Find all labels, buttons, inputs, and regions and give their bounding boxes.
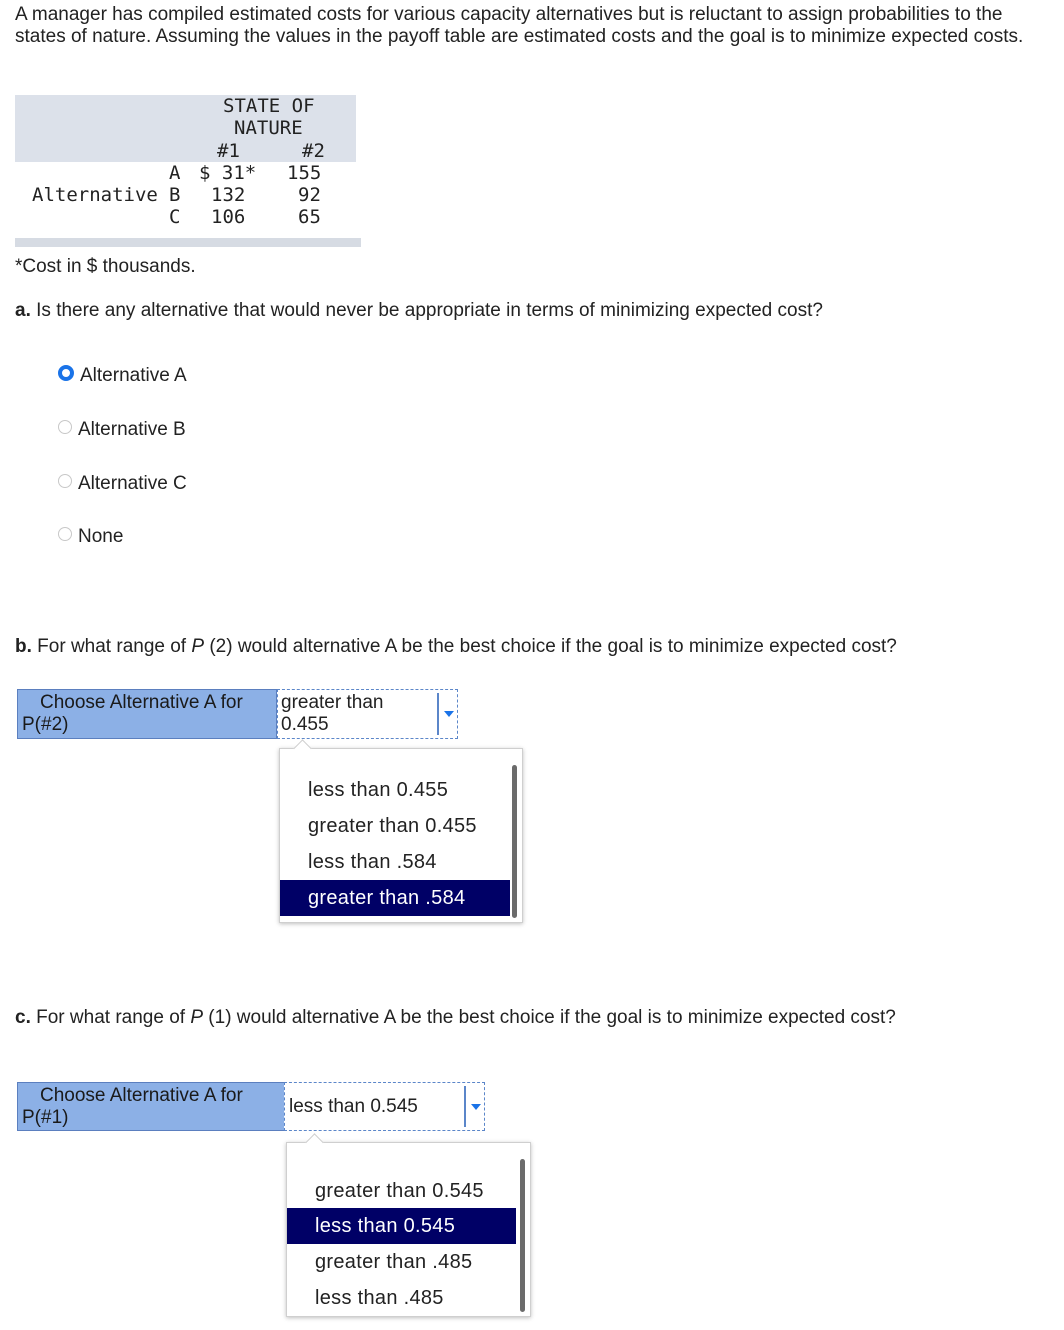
- question-b: [15, 636, 897, 658]
- table-bottom-rule: [15, 238, 361, 247]
- radio-label: Alternative C: [78, 473, 187, 494]
- table-cell: $ 31*: [199, 162, 257, 184]
- dropdown-scrollbar[interactable]: [512, 765, 517, 918]
- table-cell: 132: [211, 184, 246, 206]
- dropdown-scrollbar[interactable]: [520, 1159, 525, 1312]
- problem-statement: A manager has compiled estimated costs for various capacity alternatives but is reluctant to assign probabilities to the states of nature. Assuming the values in the payoff table are estimated costs and the goal is to minimize expected costs.: [15, 4, 1024, 47]
- chevron-down-icon[interactable]: [464, 1086, 482, 1127]
- radio-label: None: [78, 526, 124, 547]
- radio-option-b[interactable]: [58, 418, 186, 442]
- question-c: [15, 1007, 896, 1029]
- radio-option-none[interactable]: [58, 525, 123, 549]
- choose-label-b-line1: Choose Alternative A for: [40, 692, 243, 713]
- question-a-prefix: a.: [15, 300, 31, 321]
- radio-option-c[interactable]: [58, 472, 187, 496]
- footnote: *Cost in $ thousands.: [15, 256, 196, 277]
- chevron-down-icon[interactable]: [437, 693, 455, 735]
- table-cell: 106: [211, 206, 246, 228]
- question-b-text-2: (2) would alternative A be the best choice if the goal is to minimize expected cost?: [204, 636, 897, 657]
- table-cell: 92: [298, 184, 321, 206]
- table-cell: 65: [298, 206, 321, 228]
- choose-label-b: [17, 689, 277, 739]
- table-header-state: STATE OF: [223, 95, 315, 117]
- radio-label: Alternative A: [80, 365, 187, 386]
- choose-label-c: [17, 1082, 285, 1131]
- dropdown-option[interactable]: greater than .485: [315, 1251, 473, 1273]
- question-c-prefix: c.: [15, 1007, 31, 1028]
- radio-option-a[interactable]: [58, 364, 187, 388]
- table-cell: 155: [287, 162, 322, 184]
- choose-label-c-line1: Choose Alternative A for: [40, 1085, 243, 1106]
- radio-empty-icon[interactable]: [58, 527, 72, 541]
- range-select-c-value: less than 0.545: [289, 1096, 418, 1117]
- choose-label-b-line2: P(#2): [22, 714, 69, 735]
- dropdown-option[interactable]: less than .485: [315, 1287, 444, 1309]
- table-col-2: #2: [302, 140, 325, 162]
- table-col-1: #1: [217, 140, 240, 162]
- question-a-text: Is there any alternative that would never be appropriate in terms of minimizing expected cost?: [30, 300, 823, 321]
- range-select-b-line2: 0.455: [281, 714, 329, 735]
- radio-selected-icon[interactable]: [58, 365, 74, 381]
- range-select-b-line1: greater than: [281, 692, 384, 713]
- range-select-c[interactable]: [284, 1082, 485, 1131]
- table-header-nature: NATURE: [234, 117, 303, 139]
- radio-empty-icon[interactable]: [58, 420, 72, 434]
- question-b-text-1: For what range of: [31, 636, 192, 657]
- dropdown-list-b[interactable]: [279, 748, 523, 923]
- dropdown-option-highlighted[interactable]: greater than .584: [280, 880, 510, 916]
- question-b-prefix: b.: [15, 636, 32, 657]
- dropdown-option[interactable]: greater than 0.545: [315, 1180, 484, 1202]
- dropdown-option[interactable]: greater than 0.455: [308, 815, 477, 837]
- question-c-var: P: [190, 1007, 204, 1028]
- dropdown-list-c[interactable]: [286, 1142, 531, 1317]
- dropdown-option[interactable]: less than .584: [308, 851, 437, 873]
- dropdown-option-highlighted[interactable]: less than 0.545: [287, 1208, 516, 1244]
- table-row-label: C: [169, 206, 181, 228]
- table-row-label: A: [169, 162, 181, 184]
- question-a: [15, 300, 823, 322]
- question-c-text-2: (1) would alternative A be the best choice if the goal is to minimize expected cost?: [203, 1007, 896, 1028]
- radio-empty-icon[interactable]: [58, 474, 72, 488]
- choose-label-c-line2: P(#1): [22, 1107, 69, 1128]
- dropdown-option[interactable]: less than 0.455: [308, 779, 449, 801]
- question-b-var: P: [191, 636, 205, 657]
- table-row-group-label: Alternative: [32, 184, 158, 206]
- radio-label: Alternative B: [78, 419, 186, 440]
- range-select-b[interactable]: [277, 689, 458, 739]
- table-row-label: B: [169, 184, 181, 206]
- question-c-text-1: For what range of: [30, 1007, 191, 1028]
